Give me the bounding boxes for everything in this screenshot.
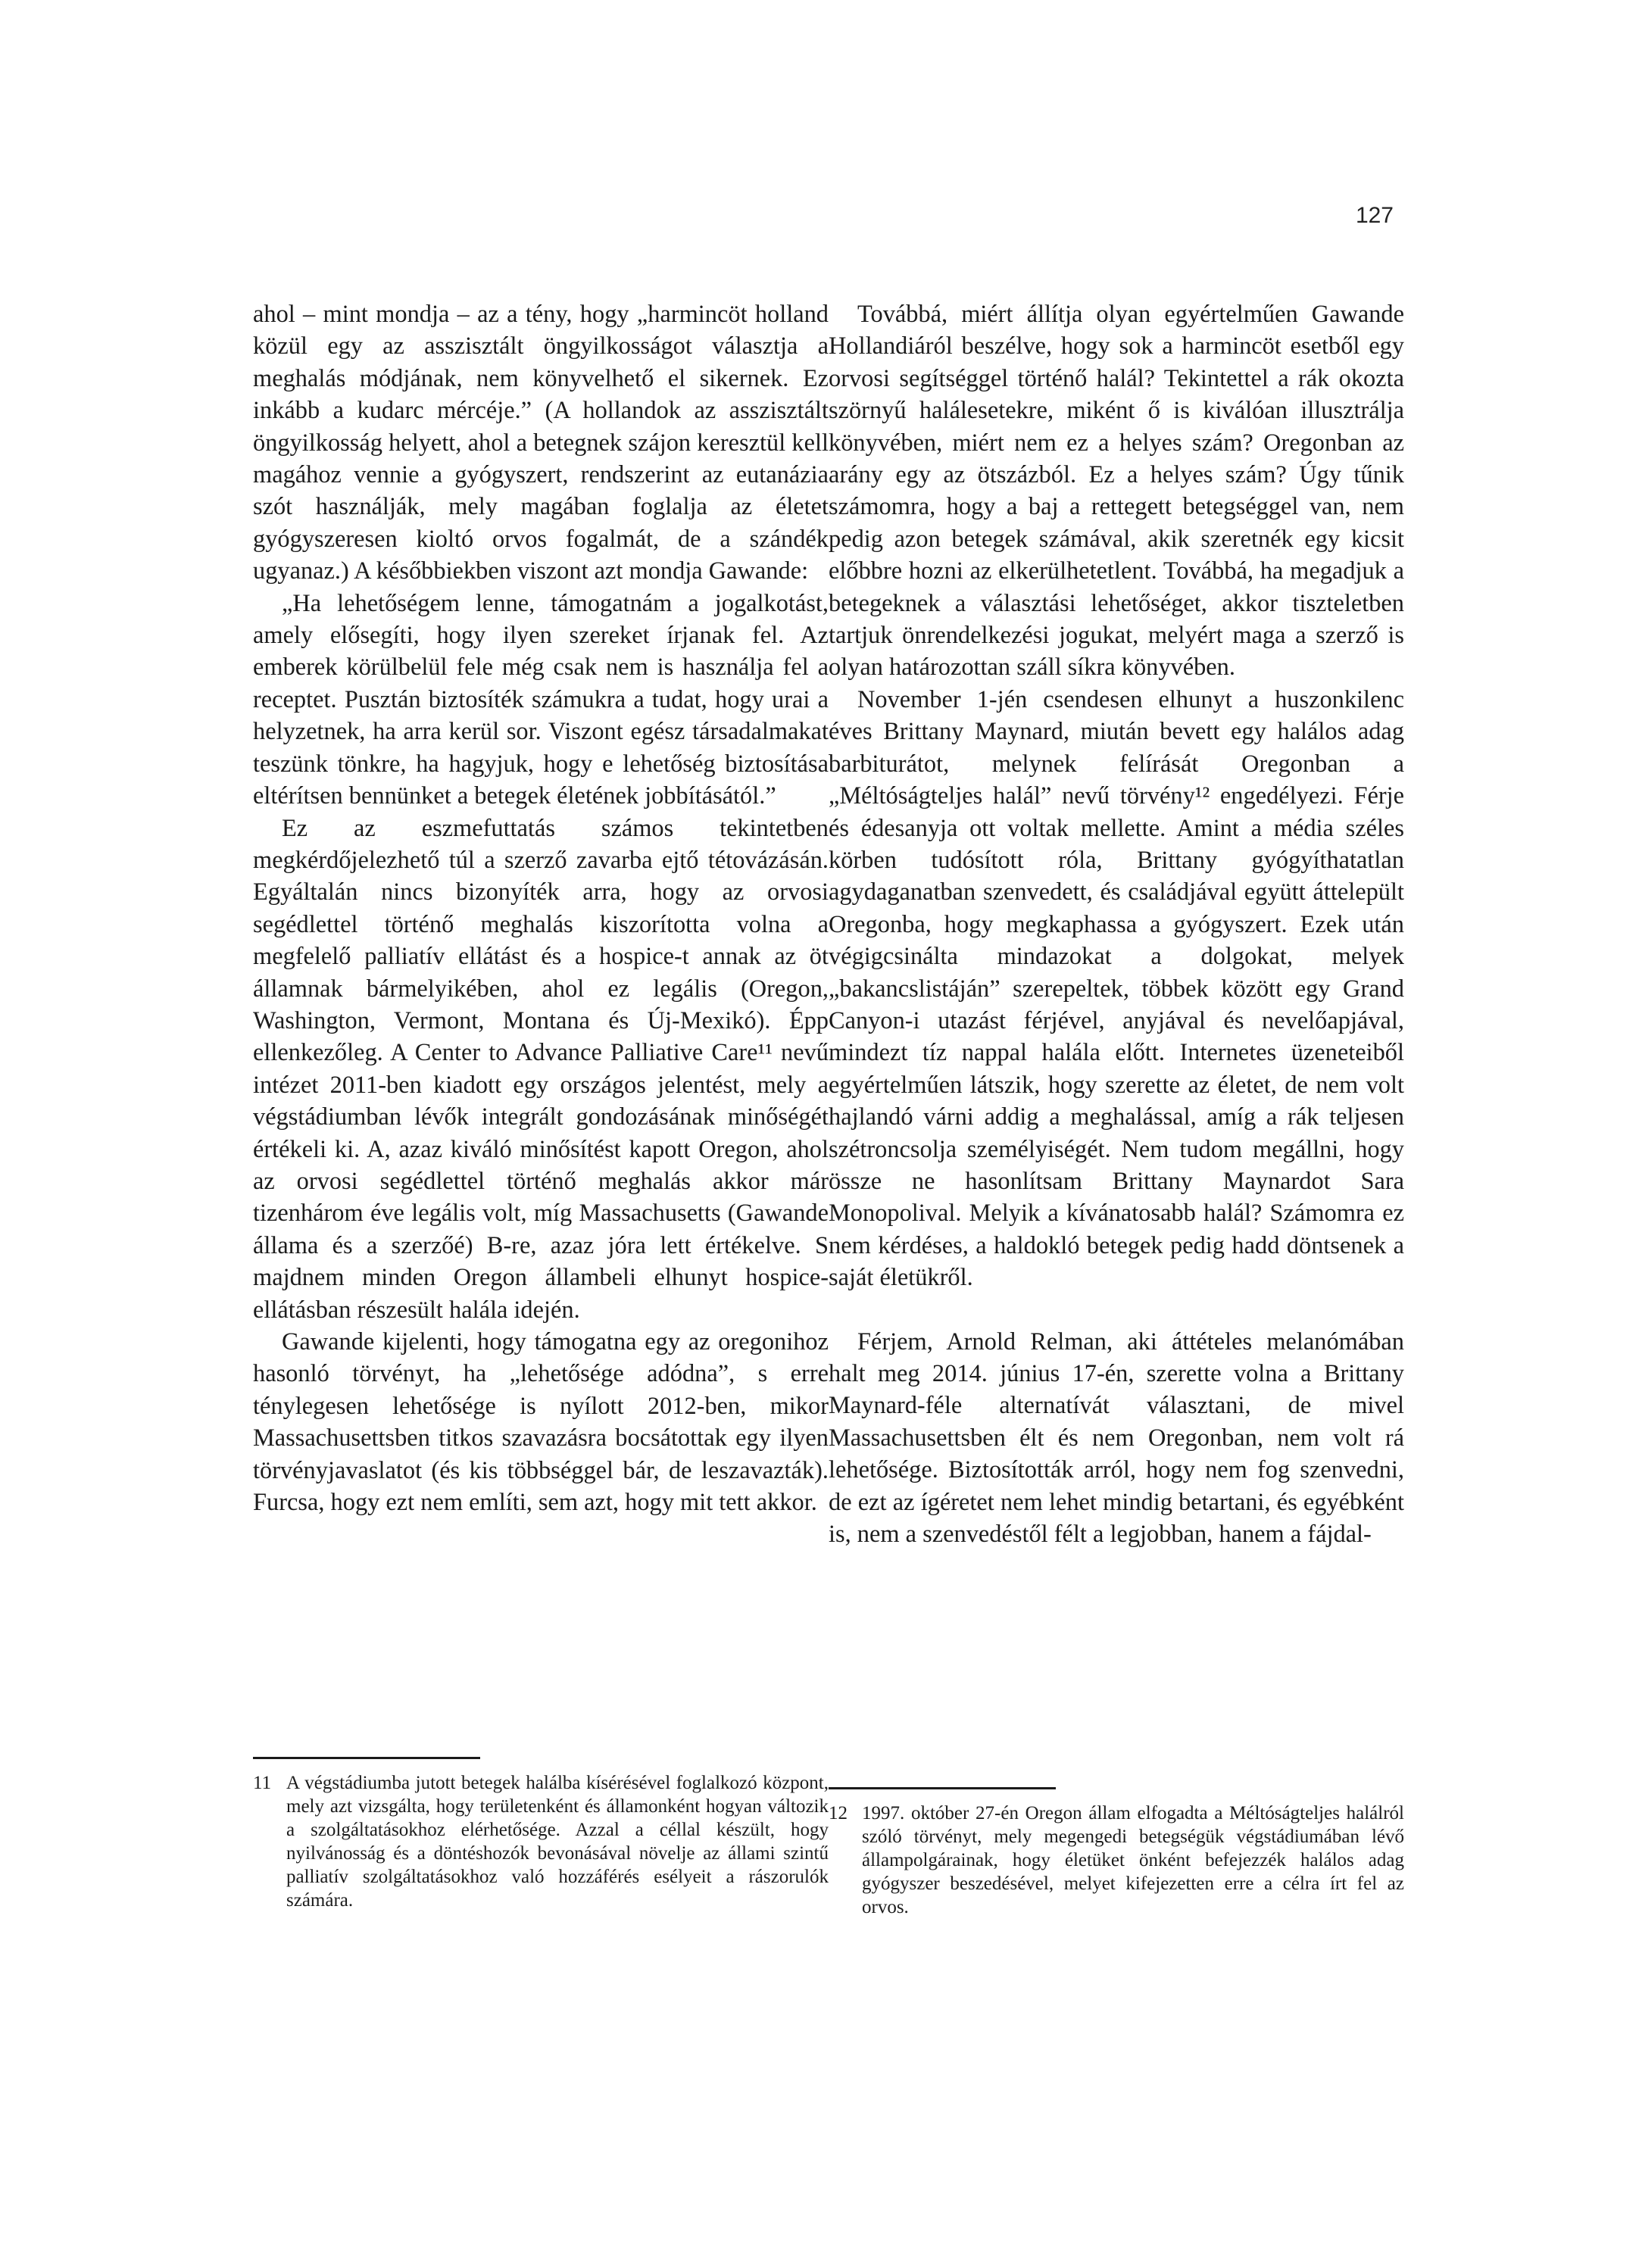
footnote-text: A végstádiumba jutott betegek halálba kísérésével foglalkozó központ, mely azt vizsgálta, hogy területenként és államonként hogyan változik a szolgáltatásokhoz elérhetősége. Azzal a céllal készült, hogy nyilvánosság és a döntéshozók bevonásával növelje az állami szintű palliatív szolgáltatásokhoz való hozzáférés esélyeit a rászorulók számára.: [286, 1773, 829, 1911]
page-number: 127: [1355, 203, 1394, 228]
footnote-number: 12: [829, 1803, 848, 1823]
paragraph: Férjem, Arnold Relman, aki áttételes melanómában halt meg 2014. június 17-én, szerette volna a Brittany Maynard-féle alternatívát választani, de mivel Massachusettsben élt és nem Oregonban, nem volt rá lehetősége. Biztosították arról, hogy nem fog szenvedni, de ezt az ígéretet nem lehet mindig betartani, és egyébként is, nem a szenvedéstől félt a legjobban, hanem a fájdal-: [829, 1327, 1404, 1549]
paragraph: Ez az eszmefuttatás számos tekintetben megkérdőjelezhető túl a szerző zavarba ejtő tétovázásán. Egyáltalán nincs bizonyíték arra, hogy az orvosi segédlettel történő meghalás kiszorította volna a megfelelő palliatív ellátást és a hospice-t annak az öt államnak bármelyikében, ahol ez legális (Oregon, Washington, Vermont, Montana és Új-Mexikó). Épp ellenkezőleg. A Center to Advance Palliative Care¹¹ nevű intézet 2011-ben kiadott egy országos jelentést, mely a végstádiumban lévők integrált gondozásának minőségét értékeli ki. A, azaz kiváló minősítést kapott Oregon, ahol az orvosi segédlettel történő meghalás akkor már tizenhárom éve legális volt, míg Massachusetts (Gawande állama és a szerzőé) B-re, azaz jóra lett értékelve. S majdnem minden Oregon állambeli elhunyt hospice-ellátásban részesült halála idején.: [253, 814, 829, 1324]
footnote-12: [829, 1802, 1404, 1919]
paragraph: November 1-jén csendesen elhunyt a huszonkilenc éves Brittany Maynard, miután bevett egy halálos adag barbiturátot, melynek felírását Oregonban a „Méltóságteljes halál” nevű törvény¹² engedélyezi. Férje és édesanyja ott voltak mellette. Amint a média széles körben tudósított róla, Brittany gyógyíthatatlan agydaganatban szenvedett, és családjával együtt áttelepült Oregonba, hogy megkaphassa a gyógyszert. Ezek után végigcsinálta mindazokat a dolgokat, melyek „bakancslistáján” szerepeltek, többek között egy Grand Canyon-i utazást férjével, anyjával és nevelőapjával, mindezt tíz nappal halála előtt. Internetes üzeneteiből egyértelműen látszik, hogy szerette az életet, de nem volt hajlandó várni addig a meghalással, amíg a rák teljesen szétroncsolja személyiségét. Nem tudom megállni, hogy össze ne hasonlítsam Brittany Maynardot Sara Monopolival. Melyik a kívánatosabb halál? Számomra ez nem kérdéses, a haldokló betegek pedig hadd döntsenek a saját életükről.: [829, 685, 1404, 1292]
footnote-text: 1997. október 27-én Oregon állam elfogadta a Méltóságteljes halálról szóló törvényt, mely megengedi betegségük végstádiumában lévő állampolgárainak, hogy életüket önként befejezzék halálos adag gyógyszer beszedésével, melyet kifejezetten erre a célra írt fel az orvos.: [862, 1803, 1404, 1917]
paragraph: Továbbá, miért állítja olyan egyértelműen Gawande Hollandiáról beszélve, hogy sok a harmincöt esetből egy orvosi segítséggel történő halál? Tekintettel a rák okozta szörnyű halálesetekre, miként ő is kiválóan illusztrálja könyvében, miért nem ez a helyes szám? Oregonban az arány egy az ötszázból. Ez a helyes szám? Úgy tűnik számomra, hogy a baj a rettegett betegséggel van, nem pedig azon betegek számával, akik szeretnék egy kicsit előbbre hozni az elkerülhetetlent. Továbbá, ha megadjuk a betegeknek a választási lehetőséget, akkor tiszteletben tartjuk önrendelkezési jogukat, melyért maga a szerző is olyan határozottan száll síkra könyvében.: [829, 301, 1404, 682]
footnote-number: 11: [253, 1773, 272, 1793]
footnote-area-left: [253, 1757, 829, 1912]
footnote-rule: [253, 1757, 480, 1759]
footnote-11: [253, 1771, 829, 1912]
right-column: [829, 298, 1404, 1550]
footnote-rule: [829, 1787, 1056, 1789]
paragraph: ahol – mint mondja – az a tény, hogy „harmincöt holland közül egy az asszisztált öngyilkosságot választja a meghalás módjának, nem könyvelhető el sikernek. Ez inkább a kudarc mércéje.” (A hollandok az asszisztált öngyilkosság helyett, ahol a betegnek szájon keresztül kell magához vennie a gyógyszert, rendszerint az eutanázia szót használják, mely magában foglalja az életet gyógyszeresen kioltó orvos fogalmát, de a szándék ugyanaz.) A későbbiekben viszont azt mondja Gawande:: [253, 301, 829, 585]
footnote-area-right: [829, 1787, 1404, 1919]
paragraph: Gawande kijelenti, hogy támogatna egy az oregonihoz hasonló törvényt, ha „lehetősége adódna”, s erre ténylegesen lehetősége is nyílott 2012-ben, mikor Massachusettsben titkos szavazásra bocsátottak egy ilyen törvényjavaslatot (és kis többséggel bár, de leszavazták). Furcsa, hogy ezt nem említi, sem azt, hogy mit tett akkor.: [253, 1328, 829, 1517]
left-column: [253, 298, 829, 1518]
quote-paragraph: „Ha lehetőségem lenne, támogatnám a jogalkotást, amely elősegíti, hogy ilyen szereket írjanak fel. Az emberek körülbelül fele még csak nem is használja fel a receptet. Pusztán biztosíték számukra a tudat, hogy urai a helyzetnek, ha arra kerül sor. Viszont egész társadalmakat teszünk tönkre, ha hagyjuk, hogy e lehetőség biztosítása eltérítsen bennünket a betegek életének jobbításától.”: [253, 589, 829, 810]
